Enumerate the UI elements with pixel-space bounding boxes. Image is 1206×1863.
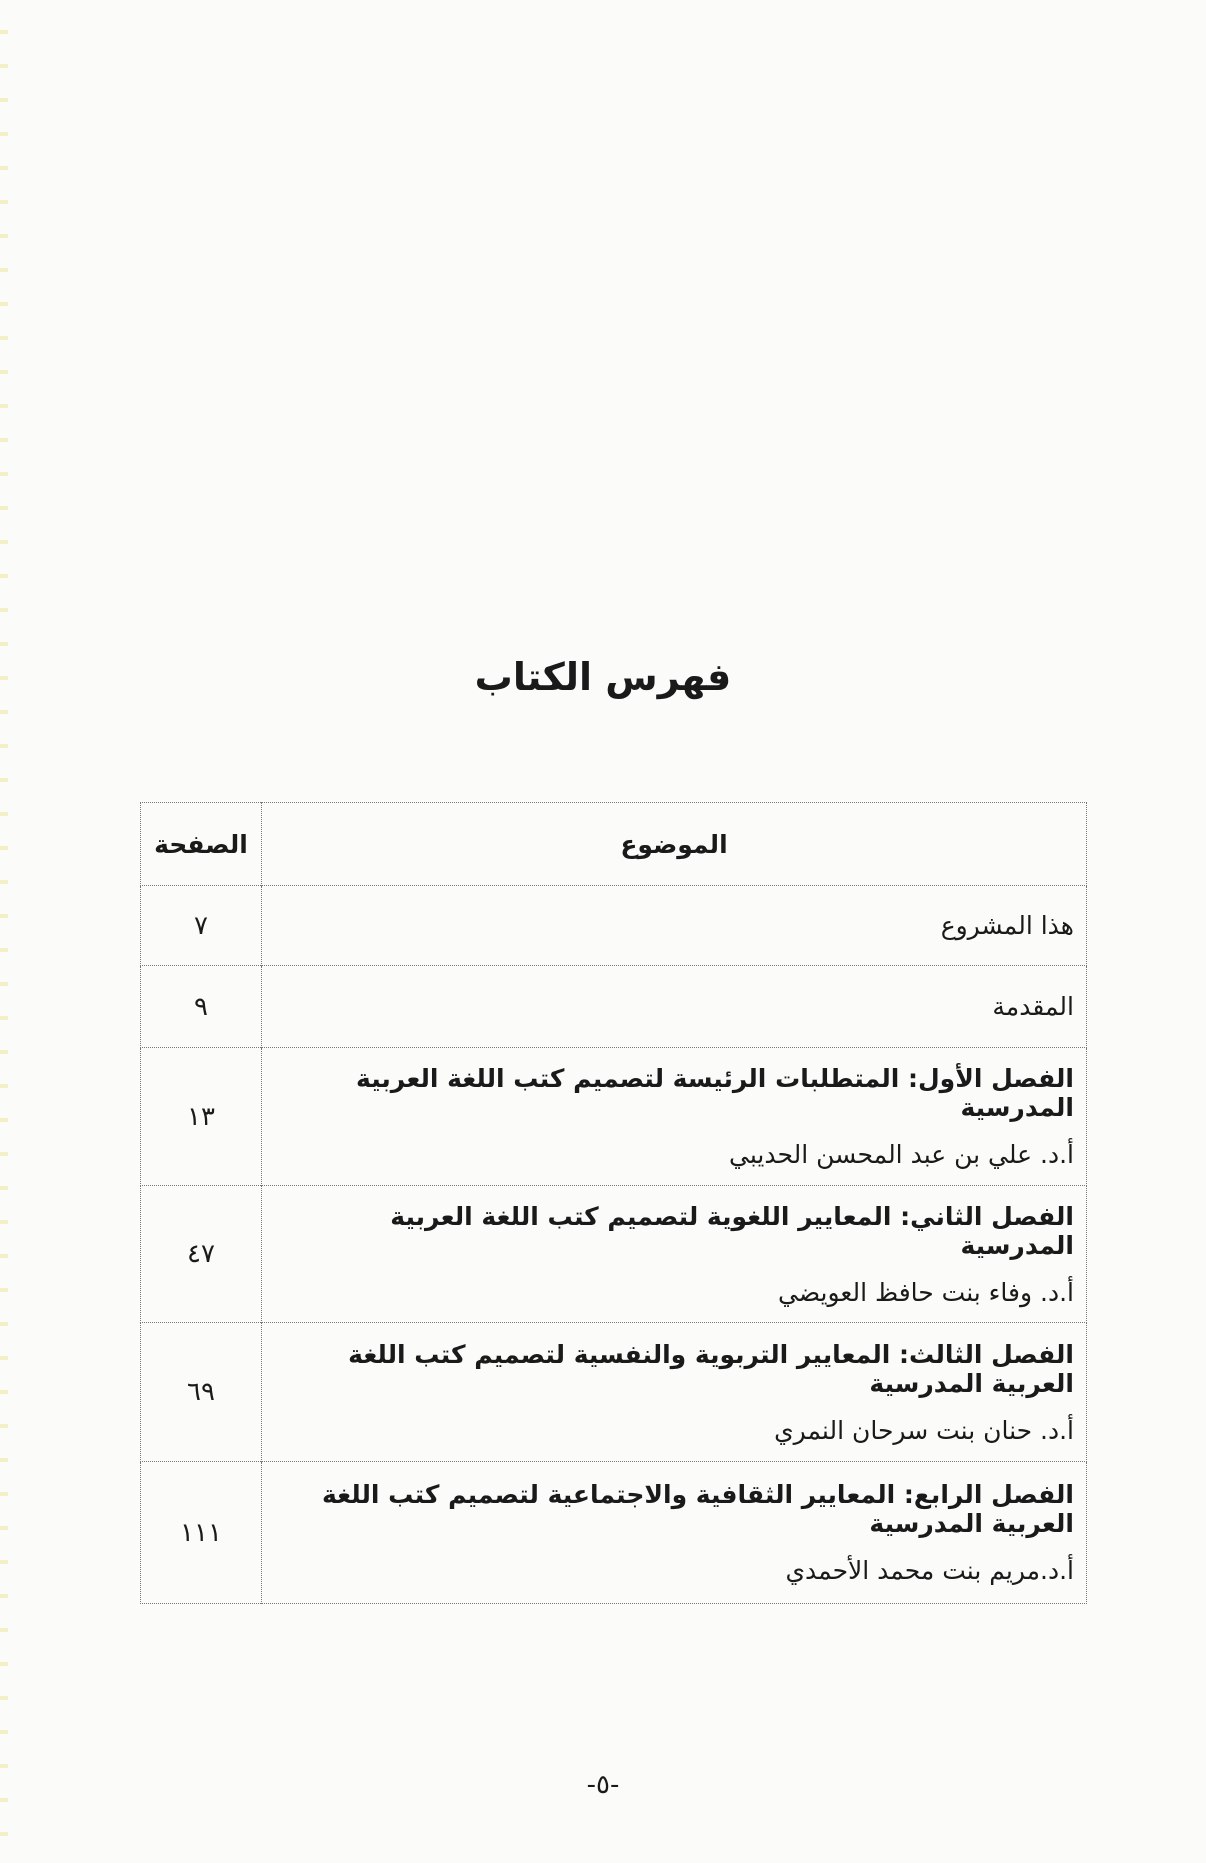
row-topic: المقدمة <box>262 966 1087 1048</box>
row-cell <box>262 1462 1087 1604</box>
row-page: ١١١ <box>141 1462 262 1604</box>
row-page: ١٣ <box>141 1048 262 1186</box>
table-row <box>141 1186 1087 1323</box>
header-topic: الموضوع <box>262 803 1087 886</box>
row-cell <box>262 1048 1087 1186</box>
table-header <box>141 803 1087 886</box>
chapter-author: أ.د. حنان بنت سرحان النمري <box>774 1415 1074 1445</box>
row-page: ٧ <box>141 886 262 966</box>
row-cell <box>262 1323 1087 1462</box>
table-row <box>141 1462 1087 1604</box>
contents-table <box>140 802 1087 1604</box>
page-number: -٥- <box>586 1770 620 1800</box>
chapter-title: الفصل الأول: المتطلبات الرئيسة لتصميم كتب اللغة العربية المدرسية <box>356 1064 1074 1122</box>
table-row <box>141 1048 1087 1186</box>
header-page: الصفحة <box>141 803 262 886</box>
row-page: ٦٩ <box>141 1323 262 1462</box>
page-title: فهرس الكتاب <box>474 655 732 699</box>
chapter-title: الفصل الثالث: المعايير التربوية والنفسية لتصميم كتب اللغة العربية المدرسية <box>348 1339 1074 1398</box>
table-row <box>141 1323 1087 1462</box>
chapter-title: الفصل الرابع: المعايير الثقافية والاجتماعية لتصميم كتب اللغة العربية المدرسية <box>322 1480 1074 1538</box>
chapter-title: الفصل الثاني: المعايير اللغوية لتصميم كتب اللغة العربية المدرسية <box>390 1201 1074 1260</box>
row-topic: هذا المشروع <box>262 886 1087 966</box>
table-row <box>141 886 1087 966</box>
chapter-author: أ.د. علي بن عبد المحسن الحديبي <box>729 1140 1074 1169</box>
table-row <box>141 966 1087 1048</box>
row-page: ٤٧ <box>141 1186 262 1323</box>
chapter-author: أ.د.مريم بنت محمد الأحمدي <box>785 1556 1074 1585</box>
chapter-author: أ.د. وفاء بنت حافظ العويضي <box>778 1277 1074 1307</box>
row-page: ٩ <box>141 966 262 1048</box>
page-edge <box>0 0 8 1863</box>
row-cell <box>262 1186 1087 1323</box>
